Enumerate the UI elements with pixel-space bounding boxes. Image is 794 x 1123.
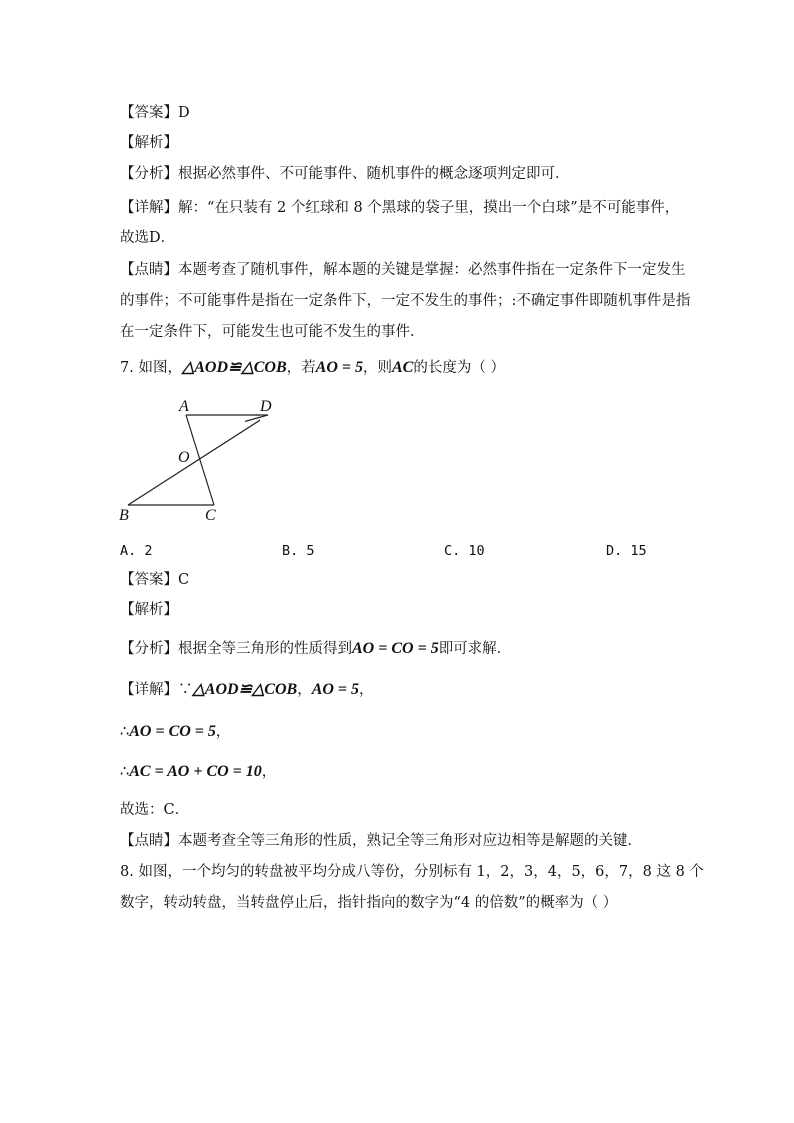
q7-detail-end: ， [359,682,374,698]
q6-comment-line-2: 的事件；不可能事件是指在一定条件下，一定不发生的事件；:不确定事件即随机事件是指 [120,293,691,309]
q7-option-c: C. 10 [444,543,485,559]
q6-analysis-heading: 【解析】 [120,135,178,151]
q7-stem-mid: ，若 [286,360,316,376]
q7-step-2-math: AC = AO + CO = 10 [129,763,262,780]
q7-step-2 [120,762,276,782]
q7-method [120,639,511,659]
q6-choose: 故选D． [120,230,176,246]
q7-detail [120,680,374,700]
q7-ac: AC [392,359,414,376]
q7-detail-comma: ， [297,682,312,698]
q7-option-a: A. 2 [120,543,153,559]
q7-stem-mid2: ，则 [363,360,392,376]
therefore-symbol: ∴ [120,764,130,780]
q7-step-2-end: ， [261,764,277,780]
q7-given-ao: AO = 5 [315,359,363,376]
q6-detail: 【详解】解：“在只装有 2 个红球和 8 个黑球的袋子里，摸出一个白球”是不可能事件， [120,200,680,216]
q7-detail-prefix: 【详解】∵ [120,682,193,698]
q7-step-1-end: ， [215,724,231,740]
q7-analysis-heading: 【解析】 [120,602,178,618]
q7-method-prefix: 【分析】根据全等三角形的性质得到 [120,641,352,657]
label-b: B [119,507,129,524]
label-d: D [260,398,272,415]
label-a: A [179,398,189,415]
q7-figure [110,392,260,527]
q7-step-1 [120,722,230,742]
q7-stem-prefix: 7. 如图， [120,360,182,376]
q7-option-b: B. 5 [282,543,315,559]
segment-ac [186,415,214,505]
q7-stem [120,358,505,378]
q6-method: 【分析】根据必然事件、不可能事件、随机事件的概念逐项判定即可． [120,166,570,182]
therefore-symbol: ∴ [120,724,130,740]
q7-detail-congruence: △AOD≌△COB [192,681,298,698]
q8-stem-line-1: 8. 如图，一个均匀的转盘被平均分成八等份，分别标有 1，2，3，4，5，6，7，8 这 8 个 [120,864,704,880]
q6-comment-line-1: 【点睛】本题考查了随机事件，解本题的关键是掌握：必然事件指在一定条件下一定发生 [120,262,686,278]
segment-db [128,415,260,505]
q6-comment-line-3: 在一定条件下，可能发生也可能不发生的事件． [120,324,425,340]
label-o: O [178,449,190,466]
q7-comment: 【点睛】本题考查全等三角形的性质，熟记全等三角形对应边相等是解题的关键． [120,833,642,849]
q7-option-d: D. 15 [606,543,647,559]
q7-method-math: AO = CO = 5 [352,640,439,657]
label-c: C [205,507,216,524]
q7-answer: 【答案】C [120,572,190,588]
q7-congruence: △AOD≌△COB [181,359,287,376]
q7-method-suffix: 即可求解． [438,641,512,657]
q7-figure-db-ext [245,412,275,432]
q7-stem-suffix: 的长度为（ ） [413,360,505,376]
q7-step-1-math: AO = CO = 5 [129,723,216,740]
q7-choose: 故选：C． [120,802,190,818]
q7-detail-ao: AO = 5 [311,681,360,698]
q6-answer: 【答案】D [120,105,190,121]
q8-stem-line-2: 数字，转动转盘，当转盘停止后，指针指向的数字为“4 的倍数”的概率为（ ） [120,895,618,911]
